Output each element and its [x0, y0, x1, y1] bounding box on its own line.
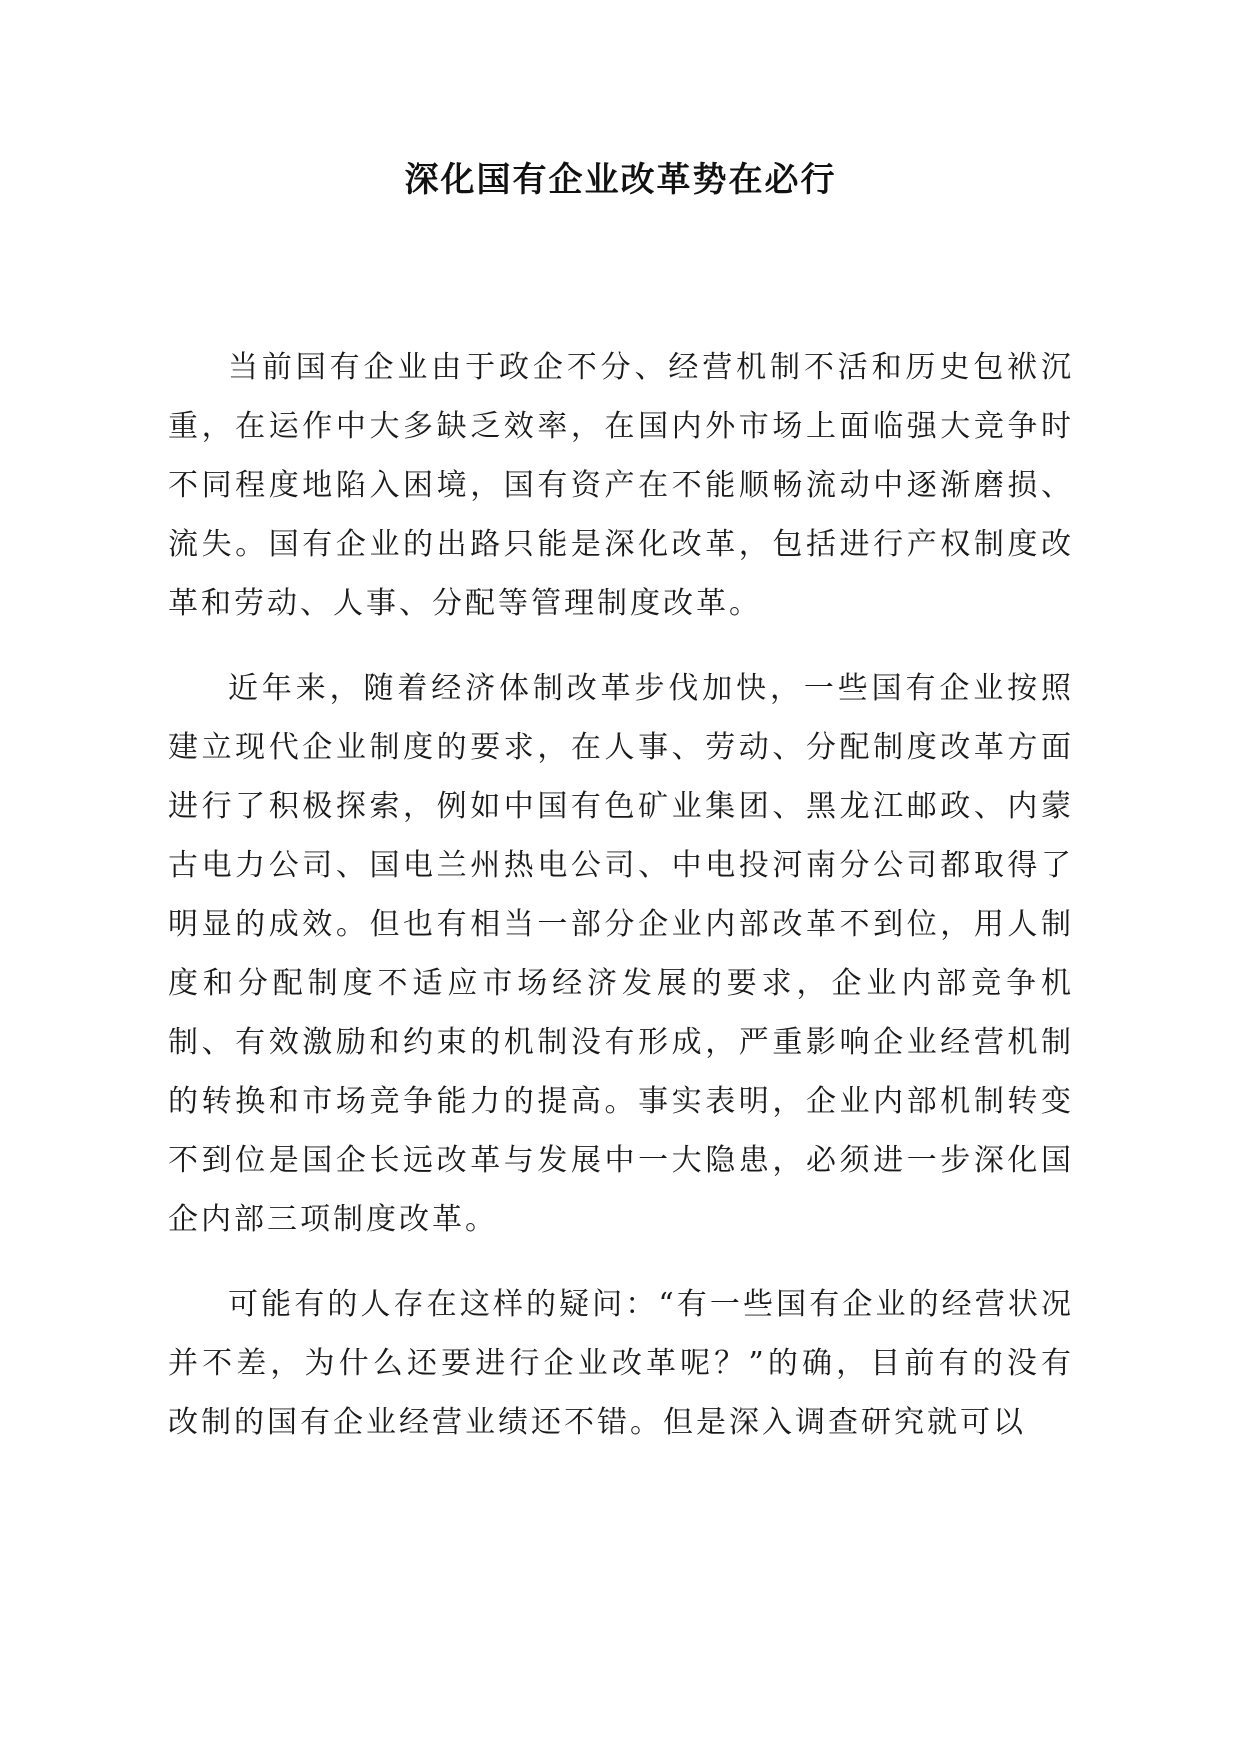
document-body [168, 338, 1074, 1478]
paragraph-3: 可能有的人存在这样的疑问：“有一些国有企业的经营状况并不差，为什么还要进行企业改革呢？”的确，目前有的没有改制的国有企业经营业绩还不错。但是深入调查研究就可以 [168, 1287, 1074, 1440]
paragraph-1: 当前国有企业由于政企不分、经营机制不活和历史包袱沉重，在运作中大多缺乏效率，在国内外市场上面临强大竞争时不同程度地陷入困境，国有资产在不能顺畅流动中逐渐磨损、流失。国有企业的出路只能是深化改革，包括进行产权制度改革和劳动、人事、分配等管理制度改革。 [168, 350, 1074, 621]
document-title: 深化国有企业改革势在必行 [404, 160, 837, 200]
paragraph-2: 近年来，随着经济体制改革步伐加快，一些国有企业按照建立现代企业制度的要求，在人事、劳动、分配制度改革方面进行了积极探索，例如中国有色矿业集团、黑龙江邮政、内蒙古电力公司、国电兰州热电公司、中电投河南分公司都取得了明显的成效。但也有相当一部分企业内部改革不到位，用人制度和分配制度不适应市场经济发展的要求，企业内部竞争机制、有效激励和约束的机制没有形成，严重影响企业经营机制的转换和市场竞争能力的提高。事实表明，企业内部机制转变不到位是国企长远改革与发展中一大隐患，必须进一步深化国企内部三项制度改革。 [168, 671, 1074, 1237]
